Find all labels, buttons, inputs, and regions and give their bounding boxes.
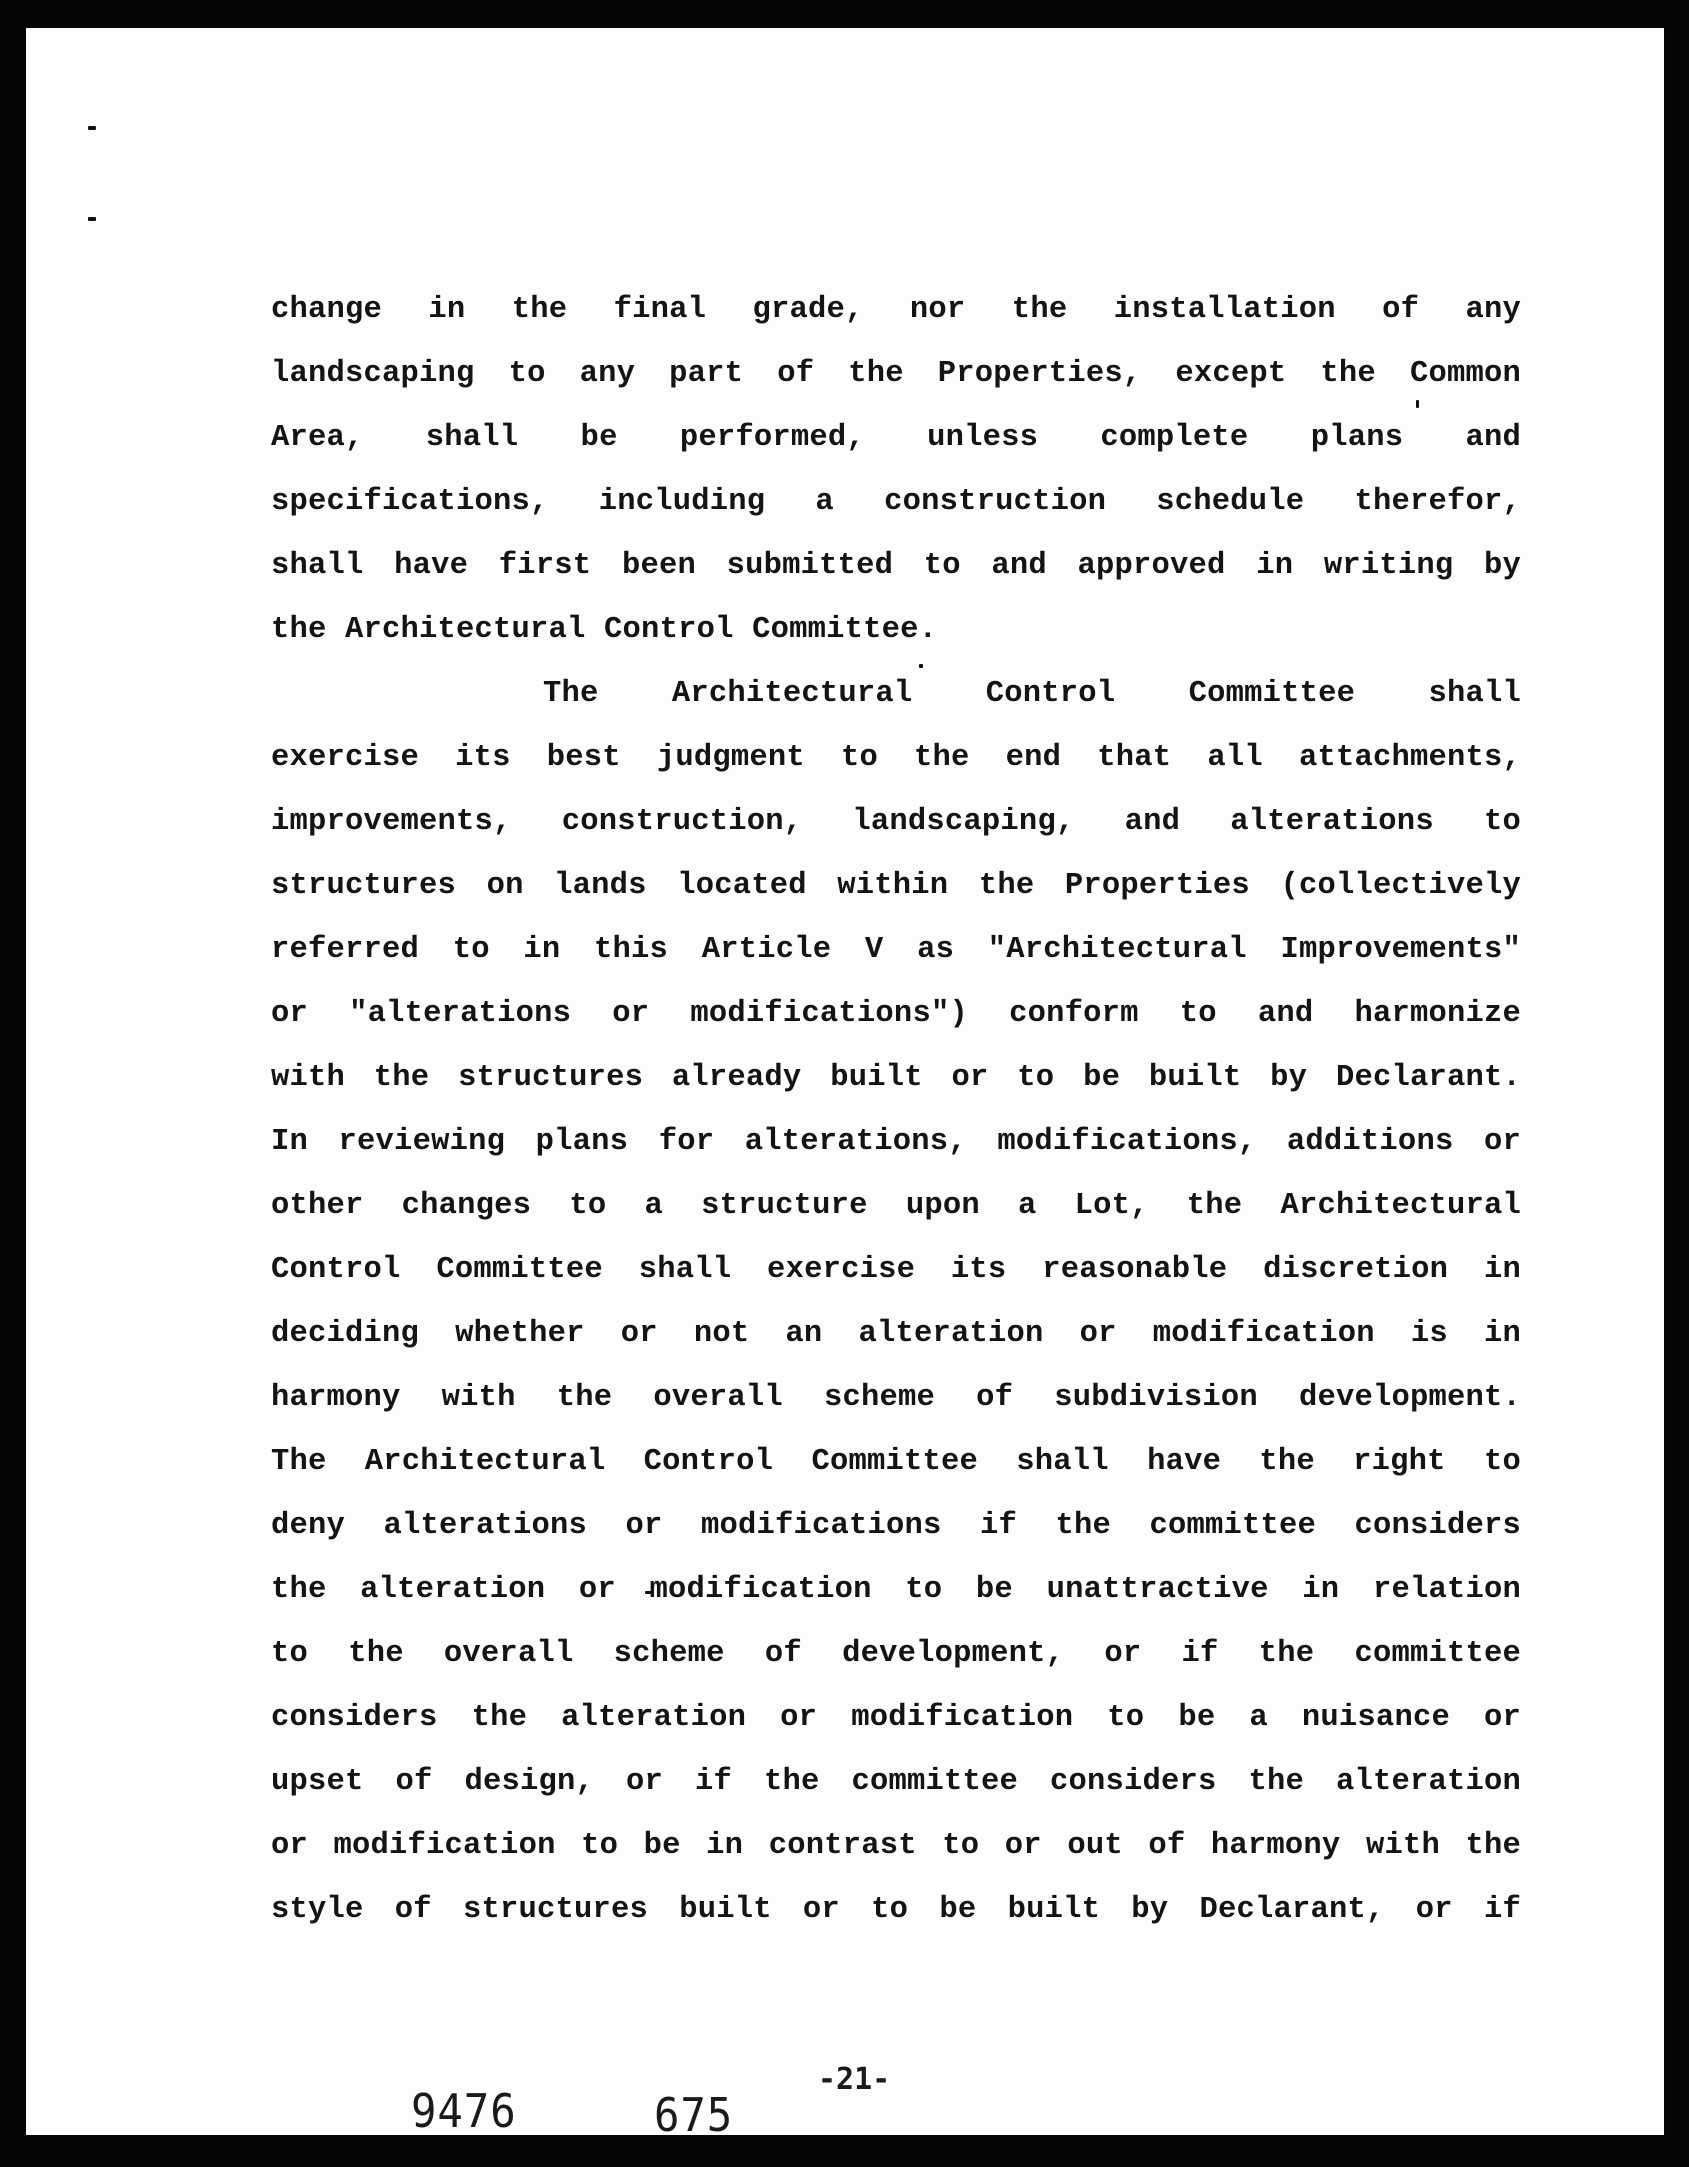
document-page bbox=[26, 28, 1664, 2142]
page-number: -21- bbox=[818, 2062, 891, 2097]
scan-speck bbox=[88, 217, 96, 221]
page-stamp: 675 bbox=[654, 2088, 734, 2142]
text-line-11: referred to in this Article V as "Architectural Improvements" bbox=[271, 933, 1521, 967]
text-line-26: style of structures built or to be built by Declarant, or if bbox=[271, 1893, 1521, 1927]
text-line-6: the Architectural Control Committee. bbox=[271, 613, 938, 647]
text-line-19: The Architectural Control Committee shall have the right to bbox=[271, 1445, 1521, 1479]
text-line-22: to the overall scheme of development, or if the committee bbox=[271, 1637, 1521, 1671]
text-line-23: considers the alteration or modification to be a nuisance or bbox=[271, 1701, 1521, 1735]
text-line-21: the alteration or modification to be unattractive in relation bbox=[271, 1573, 1521, 1607]
text-line-7: The Architectural Control Committee shall bbox=[543, 677, 1521, 711]
text-line-25: or modification to be in contrast to or out of harmony with the bbox=[271, 1829, 1521, 1863]
text-line-15: other changes to a structure upon a Lot, the Architectural bbox=[271, 1189, 1521, 1223]
text-line-4: specifications, including a construction schedule therefor, bbox=[271, 485, 1521, 519]
text-line-3: Area, shall be performed, unless complete plans and bbox=[271, 421, 1521, 455]
text-line-18: harmony with the overall scheme of subdivision development. bbox=[271, 1381, 1521, 1415]
text-line-12: or "alterations or modifications") conform to and harmonize bbox=[271, 997, 1521, 1031]
text-line-16: Control Committee shall exercise its reasonable discretion in bbox=[271, 1253, 1521, 1287]
text-line-8: exercise its best judgment to the end that all attachments, bbox=[271, 741, 1521, 775]
text-line-5: shall have first been submitted to and approved in writing by bbox=[271, 549, 1521, 583]
text-line-14: In reviewing plans for alterations, modifications, additions or bbox=[271, 1125, 1521, 1159]
text-line-13: with the structures already built or to be built by Declarant. bbox=[271, 1061, 1521, 1095]
text-line-1: change in the final grade, nor the installation of any bbox=[271, 293, 1521, 327]
text-line-9: improvements, construction, landscaping, and alterations to bbox=[271, 805, 1521, 839]
text-line-2: landscaping to any part of the Properties, except the Common bbox=[271, 357, 1521, 391]
book-number-stamp: 9476 bbox=[411, 2084, 517, 2138]
text-line-10: structures on lands located within the Properties (collectively bbox=[271, 869, 1521, 903]
text-line-20: deny alterations or modifications if the committee considers bbox=[271, 1509, 1521, 1543]
text-line-24: upset of design, or if the committee considers the alteration bbox=[271, 1765, 1521, 1799]
scan-speck bbox=[88, 126, 96, 130]
body-text bbox=[271, 278, 1521, 1942]
text-line-17: deciding whether or not an alteration or modification is in bbox=[271, 1317, 1521, 1351]
